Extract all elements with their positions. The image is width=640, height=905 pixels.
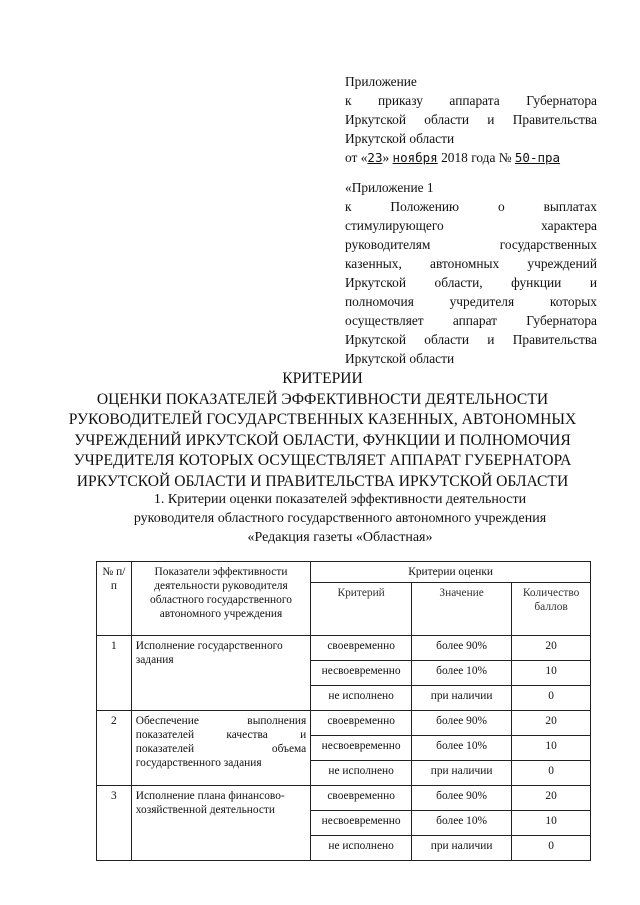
row-points: 0 [512, 836, 591, 861]
row-value: при наличии [412, 836, 512, 861]
row-value: более 90% [412, 636, 512, 661]
header-num: № п/п [97, 562, 132, 636]
date-prefix: от « [345, 150, 368, 165]
row-num: 1 [97, 636, 132, 711]
row-indicator: Обеспечение выполнения показателей качества и показателей объема государственного задания [131, 711, 311, 786]
appendix-1-line: казенных, автономных учреждений [345, 256, 597, 271]
appendix-1-line: «Приложение 1 [345, 180, 434, 195]
row-criterion: несвоевременно [311, 811, 412, 836]
row-value: более 10% [412, 736, 512, 761]
row-num: 3 [97, 786, 132, 861]
appendix-line: Приложение [345, 74, 417, 89]
appendix-line: Иркутской области и Правительства [345, 112, 597, 127]
appendix-1-line: к Положению о выплатах [345, 199, 597, 214]
header-value: Значение [412, 583, 512, 636]
row-criterion: несвоевременно [311, 661, 412, 686]
table-header-row [97, 562, 591, 583]
title-line: ОЦЕНКИ ПОКАЗАТЕЛЕЙ ЭФФЕКТИВНОСТИ ДЕЯТЕЛЬНОСТИ [96, 390, 549, 408]
appendix-1-line: Иркутской области, функции и [345, 275, 597, 290]
row-value: более 10% [412, 811, 512, 836]
date-mid: » [382, 150, 390, 165]
row-value: более 90% [412, 711, 512, 736]
row-criterion: своевременно [311, 786, 412, 811]
header-points: Количество баллов [512, 583, 591, 636]
appendix-1-line: руководителям государственных [345, 237, 597, 252]
row-criterion: не исполнено [311, 836, 412, 861]
row-points: 20 [512, 711, 591, 736]
appendix-line: Иркутской области [345, 131, 455, 146]
row-points: 10 [512, 811, 591, 836]
table-row [97, 786, 591, 811]
row-criterion: своевременно [311, 711, 412, 736]
row-value: при наличии [412, 761, 512, 786]
appendix-1-line: Иркутской области и Правительства [345, 332, 597, 347]
document-title [40, 369, 605, 492]
title-line: УЧРЕДИТЕЛЯ КОТОРЫХ ОСУЩЕСТВЛЯЕТ АППАРАТ ГУБЕРНАТОРА [73, 452, 572, 469]
header-criterion: Критерий [311, 583, 412, 636]
appendix-date-line [345, 148, 597, 167]
row-criterion: своевременно [311, 636, 412, 661]
order-number: 50-пра [514, 150, 561, 165]
row-criterion: не исполнено [311, 686, 412, 711]
title-line: РУКОВОДИТЕЛЕЙ ГОСУДАРСТВЕННЫХ КАЗЕННЫХ, АВТОНОМНЫХ [68, 411, 577, 428]
section-heading [80, 490, 600, 547]
date-day: 23 [367, 150, 383, 165]
row-num: 2 [97, 711, 132, 786]
row-indicator: Исполнение плана финансово-хозяйственной деятельности [131, 786, 311, 861]
appendix-1-line: осуществляет аппарат Губернатора [345, 313, 597, 328]
date-year: 2018 года № [441, 150, 512, 165]
row-criterion: несвоевременно [311, 736, 412, 761]
section-line: руководителя областного государственного автономного учреждения [133, 511, 547, 526]
title-line: КРИТЕРИИ [282, 370, 363, 387]
appendix-reference [345, 72, 597, 167]
appendix-line: к приказу аппарата Губернатора [345, 93, 597, 108]
row-points: 0 [512, 686, 591, 711]
row-indicator: Исполнение государственного задания [131, 636, 311, 711]
date-month: ноября [392, 150, 438, 165]
row-value: при наличии [412, 686, 512, 711]
table-row [97, 636, 591, 661]
row-value: более 90% [412, 786, 512, 811]
row-points: 0 [512, 761, 591, 786]
criteria-table [96, 561, 591, 861]
title-line: ИРКУТСКОЙ ОБЛАСТИ И ПРАВИТЕЛЬСТВА ИРКУТСКОЙ ОБЛАСТИ [76, 472, 569, 490]
row-criterion: не исполнено [311, 761, 412, 786]
title-line: УЧРЕЖДЕНИЙ ИРКУТСКОЙ ОБЛАСТИ, ФУНКЦИИ И ПОЛНОМОЧИЯ [74, 431, 571, 449]
header-criteria-group: Критерии оценки [311, 562, 591, 583]
section-line: «Редакция газеты «Областная» [247, 530, 433, 545]
header-indicators: Показатели эффективности деятельности руководителя областного государственного автономного учреждения [131, 562, 311, 636]
appendix-1-line: Иркутской области [345, 351, 455, 366]
row-points: 10 [512, 661, 591, 686]
row-value: более 10% [412, 661, 512, 686]
appendix-1-line: стимулирующего характера [345, 218, 597, 233]
row-points: 10 [512, 736, 591, 761]
row-points: 20 [512, 636, 591, 661]
appendix-1-line: полномочия учредителя которых [345, 294, 597, 309]
table-row [97, 711, 591, 736]
section-line: 1. Критерии оценки показателей эффективности деятельности [153, 492, 527, 507]
appendix-1-reference [345, 178, 597, 368]
row-points: 20 [512, 786, 591, 811]
